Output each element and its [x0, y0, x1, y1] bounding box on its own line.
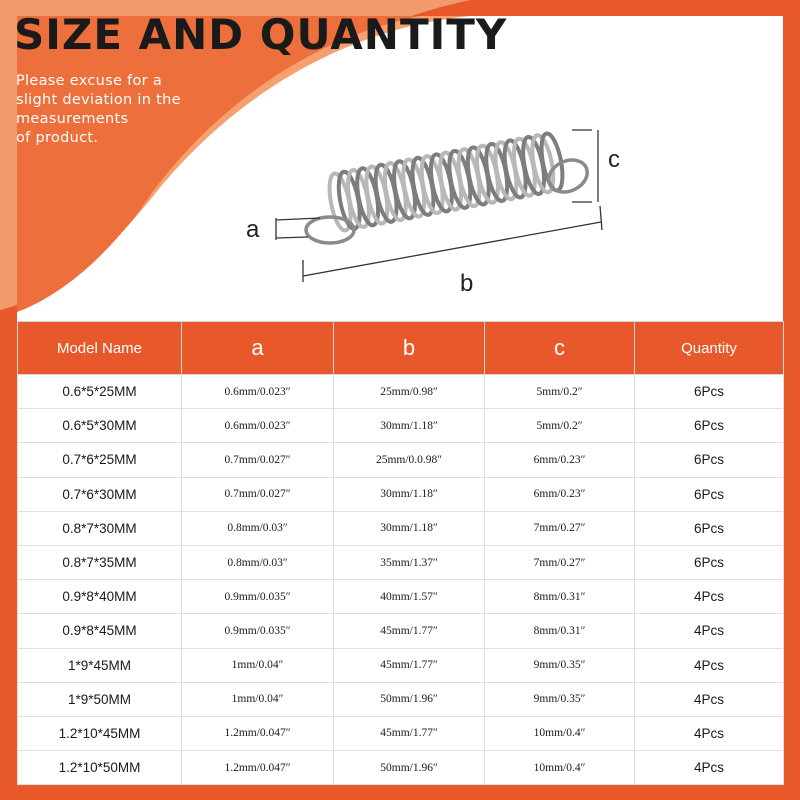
deviation-note: [16, 72, 196, 148]
table-header-row: [18, 322, 784, 375]
cell-a: 0.7mm/0.027″: [182, 443, 334, 477]
header-c: c: [485, 322, 635, 375]
header-quantity: Quantity: [635, 322, 784, 375]
cell-quantity: 6Pcs: [635, 511, 784, 545]
cell-model-name: 0.6*5*25MM: [18, 375, 182, 409]
cell-quantity: 6Pcs: [635, 375, 784, 409]
cell-quantity: 6Pcs: [635, 409, 784, 443]
cell-c: 8mm/0.31″: [485, 580, 635, 614]
note-line: Please excuse for a: [16, 73, 163, 89]
cell-model-name: 0.9*8*45MM: [18, 614, 182, 648]
note-line: slight deviation in the: [16, 92, 181, 108]
cell-c: 5mm/0.2″: [485, 375, 635, 409]
spring-coils: [326, 132, 567, 232]
cell-a: 0.9mm/0.035″: [182, 580, 334, 614]
cell-quantity: 4Pcs: [635, 614, 784, 648]
cell-b: 45mm/1.77″: [334, 716, 485, 750]
header-b: b: [334, 322, 485, 375]
note-line: measurements: [16, 111, 129, 127]
cell-quantity: 4Pcs: [635, 648, 784, 682]
table-row: [18, 716, 784, 750]
cell-model-name: 0.9*8*40MM: [18, 580, 182, 614]
cell-quantity: 4Pcs: [635, 716, 784, 750]
cell-quantity: 6Pcs: [635, 477, 784, 511]
table-row: [18, 511, 784, 545]
cell-model-name: 0.7*6*30MM: [18, 477, 182, 511]
cell-b: 30mm/1.18″: [334, 477, 485, 511]
table-row: [18, 614, 784, 648]
cell-a: 1mm/0.04″: [182, 648, 334, 682]
cell-quantity: 6Pcs: [635, 443, 784, 477]
table-row: [18, 545, 784, 579]
table-row: [18, 477, 784, 511]
cell-quantity: 4Pcs: [635, 682, 784, 716]
cell-b: 45mm/1.77″: [334, 614, 485, 648]
header-model-name: Model Name: [18, 322, 182, 375]
label-b: b: [460, 270, 474, 297]
cell-b: 40mm/1.57″: [334, 580, 485, 614]
label-a: a: [246, 216, 260, 243]
cell-model-name: 0.7*6*25MM: [18, 443, 182, 477]
table-row: [18, 580, 784, 614]
cell-c: 6mm/0.23″: [485, 443, 635, 477]
header-a: a: [182, 322, 334, 375]
cell-b: 30mm/1.18″: [334, 409, 485, 443]
cell-a: 1.2mm/0.047″: [182, 751, 334, 785]
table-row: [18, 375, 784, 409]
cell-a: 0.8mm/0.03″: [182, 545, 334, 579]
cell-a: 1.2mm/0.047″: [182, 716, 334, 750]
cell-model-name: 1.2*10*45MM: [18, 716, 182, 750]
cell-c: 9mm/0.35″: [485, 682, 635, 716]
cell-c: 10mm/0.4″: [485, 751, 635, 785]
cell-b: 25mm/0.0.98″: [334, 443, 485, 477]
table-row: [18, 409, 784, 443]
cell-model-name: 0.6*5*30MM: [18, 409, 182, 443]
cell-b: 50mm/1.96″: [334, 751, 485, 785]
cell-c: 5mm/0.2″: [485, 409, 635, 443]
cell-a: 0.8mm/0.03″: [182, 511, 334, 545]
cell-quantity: 6Pcs: [635, 545, 784, 579]
page-title: SIZE AND QUANTITY: [14, 10, 508, 59]
cell-b: 45mm/1.77″: [334, 648, 485, 682]
cell-quantity: 4Pcs: [635, 751, 784, 785]
cell-b: 30mm/1.18″: [334, 511, 485, 545]
table-row: [18, 682, 784, 716]
cell-a: 1mm/0.04″: [182, 682, 334, 716]
cell-model-name: 1*9*50MM: [18, 682, 182, 716]
cell-c: 10mm/0.4″: [485, 716, 635, 750]
cell-c: 7mm/0.27″: [485, 545, 635, 579]
cell-c: 6mm/0.23″: [485, 477, 635, 511]
cell-b: 35mm/1.37″: [334, 545, 485, 579]
cell-c: 9mm/0.35″: [485, 648, 635, 682]
size-quantity-table: [17, 321, 784, 785]
cell-model-name: 0.8*7*35MM: [18, 545, 182, 579]
cell-b: 50mm/1.96″: [334, 682, 485, 716]
cell-a: 0.9mm/0.035″: [182, 614, 334, 648]
table-row: [18, 751, 784, 785]
table-row: [18, 648, 784, 682]
cell-a: 0.6mm/0.023″: [182, 409, 334, 443]
cell-model-name: 1*9*45MM: [18, 648, 182, 682]
cell-a: 0.6mm/0.023″: [182, 375, 334, 409]
cell-model-name: 0.8*7*30MM: [18, 511, 182, 545]
cell-a: 0.7mm/0.027″: [182, 477, 334, 511]
note-line: of product.: [16, 130, 99, 146]
cell-b: 25mm/0.98″: [334, 375, 485, 409]
spring-diagram: [220, 110, 640, 320]
cell-quantity: 4Pcs: [635, 580, 784, 614]
cell-c: 8mm/0.31″: [485, 614, 635, 648]
cell-model-name: 1.2*10*50MM: [18, 751, 182, 785]
table-row: [18, 443, 784, 477]
cell-c: 7mm/0.27″: [485, 511, 635, 545]
label-c: c: [608, 146, 620, 173]
